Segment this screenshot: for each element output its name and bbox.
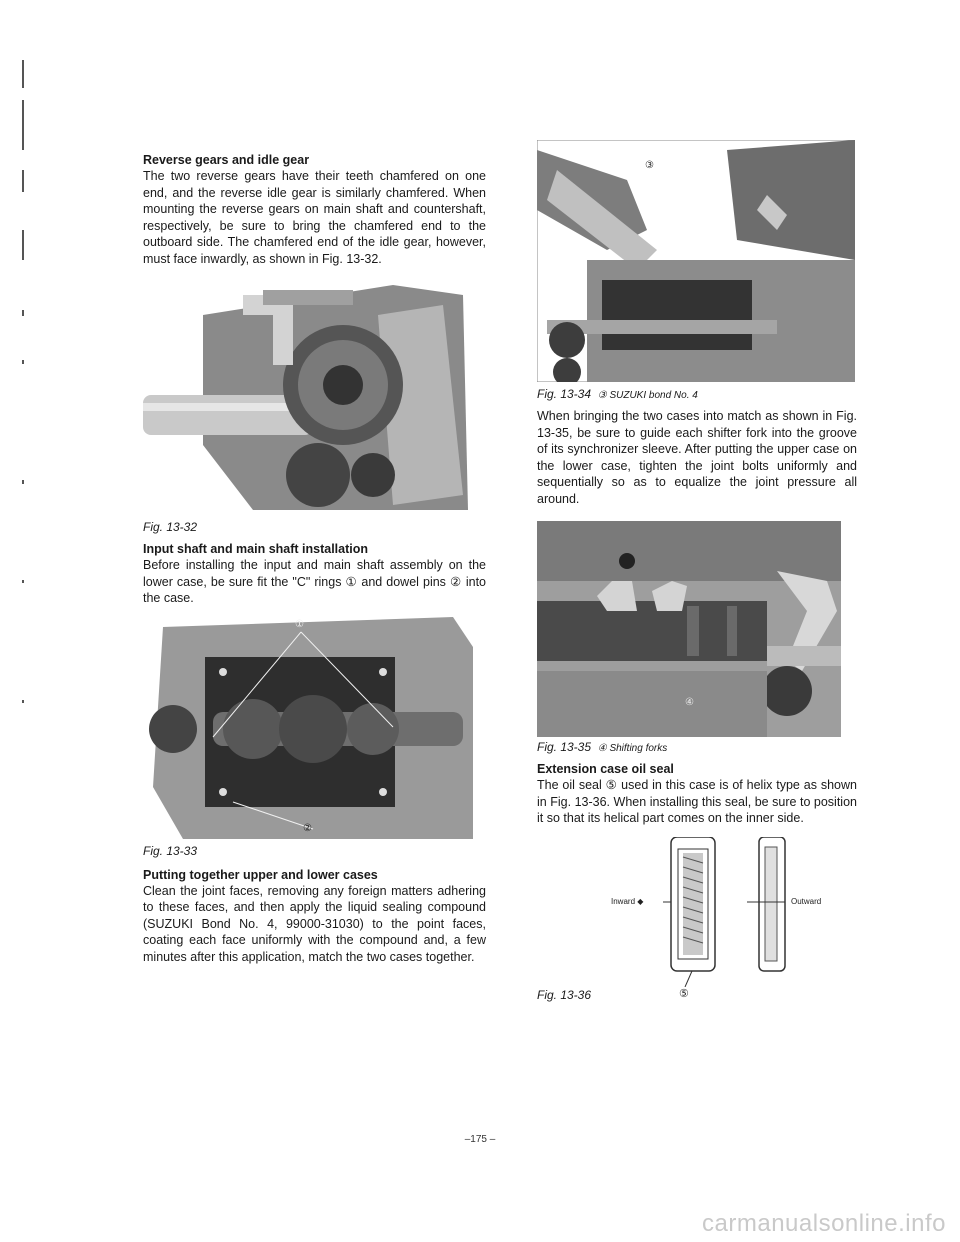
figure-13-34-sublabel: ③ SUZUKI bond No. 4 xyxy=(597,390,698,401)
figure-13-34-photo xyxy=(537,140,855,382)
figure-13-33-callout-2: ② xyxy=(303,822,312,834)
section-heading-reverse-gears: Reverse gears and idle gear xyxy=(143,153,310,167)
figure-13-33-photo xyxy=(143,617,473,839)
figure-13-33-callout-1: ① xyxy=(295,618,304,630)
figure-13-33-caption: Fig. 13-33 xyxy=(143,843,198,858)
figure-13-34-label: Fig. 13-34 xyxy=(537,387,592,401)
figure-13-34-caption xyxy=(537,386,857,404)
watermark: carmanualsonline.info xyxy=(702,1210,946,1237)
section-heading-oil-seal: Extension case oil seal xyxy=(537,762,674,776)
figure-13-34-callout: ③ xyxy=(645,160,654,171)
figure-13-35-photo xyxy=(537,521,841,737)
section-body-input-shaft: Before installing the input and main shaft assembly on the lower case, be sure fit the "C" rings ① and dowel pins ② into the case. xyxy=(143,558,486,605)
figure-13-36-diagram xyxy=(537,837,855,987)
figure-13-36-outward-label: Outward xyxy=(791,896,822,906)
scan-edge-marks xyxy=(22,60,52,1160)
figure-13-35-sublabel: ④ Shifting forks xyxy=(597,743,668,754)
left-column xyxy=(143,152,486,965)
figure-13-32-caption: Fig. 13-32 xyxy=(143,520,198,534)
section-body-reverse-gears: The two reverse gears have their teeth chamfered on one end, and the reverse idle gear is similarly chamfered. When mounting the reverse gears on main shaft and countershaft, respectively, be sure to bring the chamfered end to the outboard side. The chamfered end of the idle gear, however, must face inwardly, as shown in Fig. 13-32. xyxy=(143,169,486,266)
arrow-left-icon: ◆ xyxy=(637,896,644,906)
figure-13-35-label: Fig. 13-35 xyxy=(537,740,592,754)
section-heading-input-shaft: Input shaft and main shaft installation xyxy=(143,542,369,556)
figure-13-36-caption: Fig. 13-36 xyxy=(537,987,592,1002)
figure-13-36-inward-label: Inward ◆ xyxy=(611,896,644,906)
figure-13-35-callout: ④ xyxy=(685,697,694,708)
figure-13-35-caption xyxy=(537,739,857,757)
section-body-upper-lower-cases: Clean the joint faces, removing any foreign matters adhering to these faces, and then apply the liquid sealing compound (SUZUKI Bond No. 4, 99000-31030) to the point faces, coating each face uniformly with the compound and, a few minutes after this application, match the two cases together. xyxy=(143,883,486,964)
section-heading-upper-lower-cases: Putting together upper and lower cases xyxy=(143,867,378,882)
figure-13-36-callout: ⑤ xyxy=(679,987,689,1000)
section-body-joining-cases: When bringing the two cases into match as shown in Fig. 13-35, be sure to guide each shifter fork into the groove of its synchronizer sleeve. After putting the upper case on the lower case, tighten the joint bolts uniformly and sequentially so as to equalize the joint pressure all around. xyxy=(537,409,857,506)
section-body-oil-seal: The oil seal ⑤ used in this case is of helix type as shown in Fig. 13-36. When installing this seal, be sure to position it so that its helical part comes on the inner side. xyxy=(537,778,857,825)
figure-13-32-photo xyxy=(143,275,473,515)
page-number: –175 – xyxy=(464,1134,496,1145)
right-column xyxy=(537,140,857,1007)
